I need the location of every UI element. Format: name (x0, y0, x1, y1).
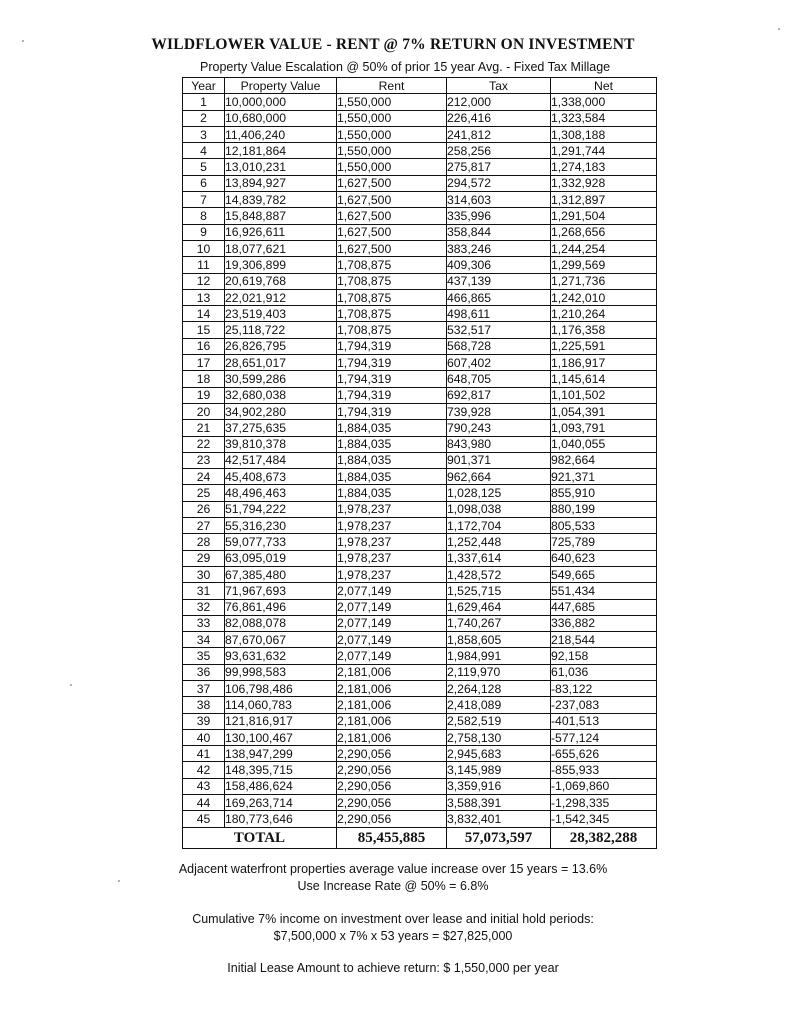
cell-tax: 2,418,089 (447, 697, 551, 713)
table-row (183, 664, 657, 680)
cell-rent: 1,708,875 (337, 322, 447, 338)
scan-speck (22, 40, 24, 42)
total-rent: 85,455,885 (337, 827, 447, 848)
table-row (183, 452, 657, 468)
table-row (183, 550, 657, 566)
cell-tax: 901,371 (447, 452, 551, 468)
cell-rent: 1,708,875 (337, 306, 447, 322)
table-row (183, 273, 657, 289)
cell-property-value: 39,810,378 (225, 436, 337, 452)
cell-tax: 2,945,683 (447, 746, 551, 762)
cell-tax: 294,572 (447, 175, 551, 191)
cell-tax: 212,000 (447, 94, 551, 110)
table-row (183, 143, 657, 159)
cell-year: 26 (183, 501, 225, 517)
cell-property-value: 45,408,673 (225, 469, 337, 485)
cell-rent: 1,627,500 (337, 240, 447, 256)
cell-net: -1,069,860 (551, 778, 657, 794)
cell-tax: 1,629,464 (447, 599, 551, 615)
cell-rent: 1,884,035 (337, 436, 447, 452)
cell-tax: 1,428,572 (447, 566, 551, 582)
cell-net: 880,199 (551, 501, 657, 517)
cell-year: 31 (183, 583, 225, 599)
cell-tax: 1,252,448 (447, 534, 551, 550)
cell-tax: 1,098,038 (447, 501, 551, 517)
cell-property-value: 82,088,078 (225, 615, 337, 631)
cell-year: 17 (183, 355, 225, 371)
cell-net: 1,176,358 (551, 322, 657, 338)
cell-net: 551,434 (551, 583, 657, 599)
cell-year: 5 (183, 159, 225, 175)
cell-property-value: 76,861,496 (225, 599, 337, 615)
cell-tax: 314,603 (447, 192, 551, 208)
cell-tax: 383,246 (447, 240, 551, 256)
cell-net: 1,274,183 (551, 159, 657, 175)
table-row (183, 599, 657, 615)
table-row (183, 501, 657, 517)
cell-year: 36 (183, 664, 225, 680)
table-row (183, 518, 657, 534)
cell-property-value: 14,839,782 (225, 192, 337, 208)
cell-rent: 1,708,875 (337, 273, 447, 289)
cell-tax: 2,582,519 (447, 713, 551, 729)
cell-net: 447,685 (551, 599, 657, 615)
cell-year: 30 (183, 566, 225, 582)
table-row (183, 126, 657, 142)
cell-year: 10 (183, 240, 225, 256)
cell-rent: 1,978,237 (337, 501, 447, 517)
cell-rent: 1,794,319 (337, 338, 447, 354)
cell-net: -1,298,335 (551, 795, 657, 811)
cell-net: 1,093,791 (551, 420, 657, 436)
table-row (183, 306, 657, 322)
cell-net: 1,323,584 (551, 110, 657, 126)
header-tax: Tax (447, 78, 551, 94)
cell-net: 336,882 (551, 615, 657, 631)
cell-rent: 1,627,500 (337, 224, 447, 240)
cell-property-value: 130,100,467 (225, 729, 337, 745)
cell-property-value: 114,060,783 (225, 697, 337, 713)
cell-year: 6 (183, 175, 225, 191)
cell-net: -1,542,345 (551, 811, 657, 827)
cell-year: 37 (183, 680, 225, 696)
cell-rent: 2,181,006 (337, 713, 447, 729)
cell-rent: 2,077,149 (337, 648, 447, 664)
cell-year: 16 (183, 338, 225, 354)
table-row (183, 648, 657, 664)
cell-net: 1,299,569 (551, 257, 657, 273)
cell-net: 725,789 (551, 534, 657, 550)
cell-net: 1,040,055 (551, 436, 657, 452)
cell-year: 44 (183, 795, 225, 811)
cell-net: 1,210,264 (551, 306, 657, 322)
table-row (183, 257, 657, 273)
cell-year: 35 (183, 648, 225, 664)
cell-year: 19 (183, 387, 225, 403)
cell-net: 1,291,504 (551, 208, 657, 224)
cell-property-value: 48,496,463 (225, 485, 337, 501)
cell-tax: 1,172,704 (447, 518, 551, 534)
cell-property-value: 59,077,733 (225, 534, 337, 550)
cell-net: 1,268,656 (551, 224, 657, 240)
total-net: 28,382,288 (551, 827, 657, 848)
cell-year: 2 (183, 110, 225, 126)
cell-property-value: 13,010,231 (225, 159, 337, 175)
cell-property-value: 51,794,222 (225, 501, 337, 517)
cell-year: 34 (183, 632, 225, 648)
cell-rent: 2,290,056 (337, 811, 447, 827)
cell-year: 28 (183, 534, 225, 550)
cell-tax: 568,728 (447, 338, 551, 354)
cell-property-value: 106,798,486 (225, 680, 337, 696)
cell-year: 3 (183, 126, 225, 142)
cell-tax: 275,817 (447, 159, 551, 175)
cell-year: 39 (183, 713, 225, 729)
cell-rent: 1,708,875 (337, 289, 447, 305)
note-lease-amount: Initial Lease Amount to achieve return: $ 1,550,000 per year (227, 961, 559, 975)
cell-year: 1 (183, 94, 225, 110)
cell-property-value: 180,773,646 (225, 811, 337, 827)
cell-property-value: 12,181,864 (225, 143, 337, 159)
cell-property-value: 10,680,000 (225, 110, 337, 126)
cell-property-value: 18,077,621 (225, 240, 337, 256)
cell-property-value: 37,275,635 (225, 420, 337, 436)
table-body (183, 94, 657, 827)
cell-property-value: 25,118,722 (225, 322, 337, 338)
cell-year: 38 (183, 697, 225, 713)
cell-tax: 1,028,125 (447, 485, 551, 501)
total-label: TOTAL (183, 827, 337, 848)
cell-rent: 2,181,006 (337, 697, 447, 713)
cell-rent: 1,884,035 (337, 469, 447, 485)
cell-net: 1,312,897 (551, 192, 657, 208)
cell-tax: 1,525,715 (447, 583, 551, 599)
cell-net: -83,122 (551, 680, 657, 696)
cell-rent: 1,794,319 (337, 403, 447, 419)
cell-net: 1,271,736 (551, 273, 657, 289)
cell-year: 13 (183, 289, 225, 305)
table-row (183, 94, 657, 110)
cell-tax: 437,139 (447, 273, 551, 289)
cell-property-value: 11,406,240 (225, 126, 337, 142)
table-row (183, 338, 657, 354)
cell-net: 855,910 (551, 485, 657, 501)
cell-tax: 241,812 (447, 126, 551, 142)
cell-tax: 466,865 (447, 289, 551, 305)
cell-rent: 1,884,035 (337, 420, 447, 436)
cell-net: 1,338,000 (551, 94, 657, 110)
cell-tax: 1,858,605 (447, 632, 551, 648)
table-row (183, 485, 657, 501)
cell-year: 43 (183, 778, 225, 794)
cell-year: 45 (183, 811, 225, 827)
cell-rent: 1,550,000 (337, 110, 447, 126)
cell-year: 12 (183, 273, 225, 289)
cell-net: -237,083 (551, 697, 657, 713)
total-row (183, 827, 657, 848)
table-row (183, 469, 657, 485)
cell-net: 921,371 (551, 469, 657, 485)
cell-year: 9 (183, 224, 225, 240)
cell-year: 33 (183, 615, 225, 631)
cell-property-value: 28,651,017 (225, 355, 337, 371)
cell-property-value: 148,395,715 (225, 762, 337, 778)
cell-property-value: 138,947,299 (225, 746, 337, 762)
cell-year: 41 (183, 746, 225, 762)
cell-tax: 1,337,614 (447, 550, 551, 566)
cell-property-value: 55,316,230 (225, 518, 337, 534)
cell-rent: 2,290,056 (337, 795, 447, 811)
cell-rent: 2,077,149 (337, 599, 447, 615)
cell-property-value: 20,619,768 (225, 273, 337, 289)
cell-rent: 1,794,319 (337, 387, 447, 403)
cell-year: 14 (183, 306, 225, 322)
cell-property-value: 121,816,917 (225, 713, 337, 729)
table-row (183, 224, 657, 240)
cell-rent: 2,077,149 (337, 632, 447, 648)
table-row (183, 240, 657, 256)
header-year: Year (183, 78, 225, 94)
table-row (183, 566, 657, 582)
cell-rent: 2,077,149 (337, 615, 447, 631)
note-calculation: $7,500,000 x 7% x 53 years = $27,825,000 (273, 929, 513, 943)
table-row (183, 729, 657, 745)
cell-property-value: 22,021,912 (225, 289, 337, 305)
cell-year: 32 (183, 599, 225, 615)
cell-net: 61,036 (551, 664, 657, 680)
cell-property-value: 87,670,067 (225, 632, 337, 648)
cell-property-value: 42,517,484 (225, 452, 337, 468)
cell-property-value: 169,263,714 (225, 795, 337, 811)
table-row (183, 697, 657, 713)
table-row (183, 192, 657, 208)
cell-tax: 648,705 (447, 371, 551, 387)
cell-rent: 1,550,000 (337, 159, 447, 175)
cell-tax: 532,517 (447, 322, 551, 338)
table-row (183, 811, 657, 827)
cell-rent: 1,884,035 (337, 485, 447, 501)
cell-year: 42 (183, 762, 225, 778)
cell-rent: 1,978,237 (337, 518, 447, 534)
table-subtitle: Property Value Escalation @ 50% of prior 15 year Avg. - Fixed Tax Millage (200, 60, 611, 74)
table-row (183, 713, 657, 729)
cell-tax: 2,119,970 (447, 664, 551, 680)
scan-speck (118, 880, 120, 882)
cell-year: 23 (183, 452, 225, 468)
table-row (183, 355, 657, 371)
cell-tax: 692,817 (447, 387, 551, 403)
note-rate: Use Increase Rate @ 50% = 6.8% (297, 879, 489, 893)
header-rent: Rent (337, 78, 447, 94)
document-title: WILDFLOWER VALUE - RENT @ 7% RETURN ON INVESTMENT (151, 36, 635, 53)
cell-tax: 258,256 (447, 143, 551, 159)
table-row (183, 110, 657, 126)
table-row (183, 387, 657, 403)
cell-year: 7 (183, 192, 225, 208)
cell-tax: 2,264,128 (447, 680, 551, 696)
cell-property-value: 19,306,899 (225, 257, 337, 273)
cell-tax: 226,416 (447, 110, 551, 126)
cell-property-value: 13,894,927 (225, 175, 337, 191)
cell-tax: 3,832,401 (447, 811, 551, 827)
cell-property-value: 10,000,000 (225, 94, 337, 110)
cell-net: 1,308,188 (551, 126, 657, 142)
cell-tax: 2,758,130 (447, 729, 551, 745)
cell-tax: 358,844 (447, 224, 551, 240)
cell-net: 640,623 (551, 550, 657, 566)
table-row (183, 615, 657, 631)
cell-net: -855,933 (551, 762, 657, 778)
cell-net: 1,186,917 (551, 355, 657, 371)
cell-year: 25 (183, 485, 225, 501)
table-row (183, 680, 657, 696)
cell-rent: 1,708,875 (337, 257, 447, 273)
cell-net: 1,145,614 (551, 371, 657, 387)
cell-rent: 1,794,319 (337, 355, 447, 371)
header-net: Net (551, 78, 657, 94)
cell-property-value: 15,848,887 (225, 208, 337, 224)
cell-rent: 1,550,000 (337, 143, 447, 159)
cell-tax: 1,984,991 (447, 648, 551, 664)
table-row (183, 795, 657, 811)
note-cumulative: Cumulative 7% income on investment over lease and initial hold periods: (192, 912, 594, 926)
cell-year: 15 (183, 322, 225, 338)
cell-year: 11 (183, 257, 225, 273)
cell-property-value: 26,826,795 (225, 338, 337, 354)
cell-rent: 1,627,500 (337, 208, 447, 224)
table-row (183, 403, 657, 419)
cell-net: -577,124 (551, 729, 657, 745)
cell-property-value: 63,095,019 (225, 550, 337, 566)
cell-net: 1,101,502 (551, 387, 657, 403)
table-row (183, 175, 657, 191)
cell-rent: 2,290,056 (337, 746, 447, 762)
cell-net: 1,244,254 (551, 240, 657, 256)
cell-property-value: 16,926,611 (225, 224, 337, 240)
cell-rent: 1,978,237 (337, 566, 447, 582)
cell-net: 549,665 (551, 566, 657, 582)
table-row (183, 534, 657, 550)
cell-tax: 790,243 (447, 420, 551, 436)
cell-tax: 409,306 (447, 257, 551, 273)
table-row (183, 159, 657, 175)
cell-property-value: 23,519,403 (225, 306, 337, 322)
cell-property-value: 158,486,624 (225, 778, 337, 794)
cell-year: 21 (183, 420, 225, 436)
table-row (183, 746, 657, 762)
table-row (183, 289, 657, 305)
cell-net: 1,332,928 (551, 175, 657, 191)
cell-net: 982,664 (551, 452, 657, 468)
cell-year: 20 (183, 403, 225, 419)
cell-rent: 1,550,000 (337, 126, 447, 142)
cell-rent: 1,884,035 (337, 452, 447, 468)
cell-property-value: 32,680,038 (225, 387, 337, 403)
table-row (183, 583, 657, 599)
cell-net: -401,513 (551, 713, 657, 729)
cell-property-value: 34,902,280 (225, 403, 337, 419)
cell-rent: 1,627,500 (337, 192, 447, 208)
header-property-value: Property Value (225, 78, 337, 94)
cell-rent: 2,181,006 (337, 729, 447, 745)
cell-rent: 2,077,149 (337, 583, 447, 599)
cell-net: 1,291,744 (551, 143, 657, 159)
cell-net: 805,533 (551, 518, 657, 534)
table-row (183, 208, 657, 224)
cell-property-value: 67,385,480 (225, 566, 337, 582)
cell-tax: 498,611 (447, 306, 551, 322)
cell-year: 24 (183, 469, 225, 485)
cell-property-value: 71,967,693 (225, 583, 337, 599)
cell-net: 218,544 (551, 632, 657, 648)
total-tax: 57,073,597 (447, 827, 551, 848)
cell-net: 92,158 (551, 648, 657, 664)
cell-net: 1,225,591 (551, 338, 657, 354)
cell-property-value: 30,599,286 (225, 371, 337, 387)
table-row (183, 420, 657, 436)
scan-speck (778, 28, 780, 30)
cell-tax: 962,664 (447, 469, 551, 485)
table-row (183, 436, 657, 452)
cell-year: 4 (183, 143, 225, 159)
table-row (183, 632, 657, 648)
cell-property-value: 99,998,583 (225, 664, 337, 680)
cell-rent: 1,794,319 (337, 371, 447, 387)
cell-tax: 3,145,989 (447, 762, 551, 778)
cell-tax: 335,996 (447, 208, 551, 224)
table-row (183, 322, 657, 338)
cell-rent: 1,550,000 (337, 94, 447, 110)
cell-year: 22 (183, 436, 225, 452)
cell-property-value: 93,631,632 (225, 648, 337, 664)
cell-rent: 2,290,056 (337, 778, 447, 794)
cell-year: 29 (183, 550, 225, 566)
cell-tax: 3,588,391 (447, 795, 551, 811)
cell-tax: 607,402 (447, 355, 551, 371)
cell-year: 40 (183, 729, 225, 745)
cell-net: 1,054,391 (551, 403, 657, 419)
cell-rent: 1,978,237 (337, 550, 447, 566)
cell-net: 1,242,010 (551, 289, 657, 305)
cell-year: 18 (183, 371, 225, 387)
cell-rent: 2,181,006 (337, 680, 447, 696)
note-increase: Adjacent waterfront properties average value increase over 15 years = 13.6% (178, 862, 608, 876)
cell-tax: 739,928 (447, 403, 551, 419)
cell-tax: 3,359,916 (447, 778, 551, 794)
cell-tax: 1,740,267 (447, 615, 551, 631)
cell-rent: 2,290,056 (337, 762, 447, 778)
cell-rent: 2,181,006 (337, 664, 447, 680)
cell-rent: 1,978,237 (337, 534, 447, 550)
table-row (183, 371, 657, 387)
table-row (183, 762, 657, 778)
cell-net: -655,626 (551, 746, 657, 762)
cell-year: 27 (183, 518, 225, 534)
scan-speck (70, 684, 72, 686)
cell-year: 8 (183, 208, 225, 224)
table-row (183, 778, 657, 794)
header-row (183, 78, 657, 94)
cell-rent: 1,627,500 (337, 175, 447, 191)
cell-tax: 843,980 (447, 436, 551, 452)
projection-table (182, 77, 657, 849)
